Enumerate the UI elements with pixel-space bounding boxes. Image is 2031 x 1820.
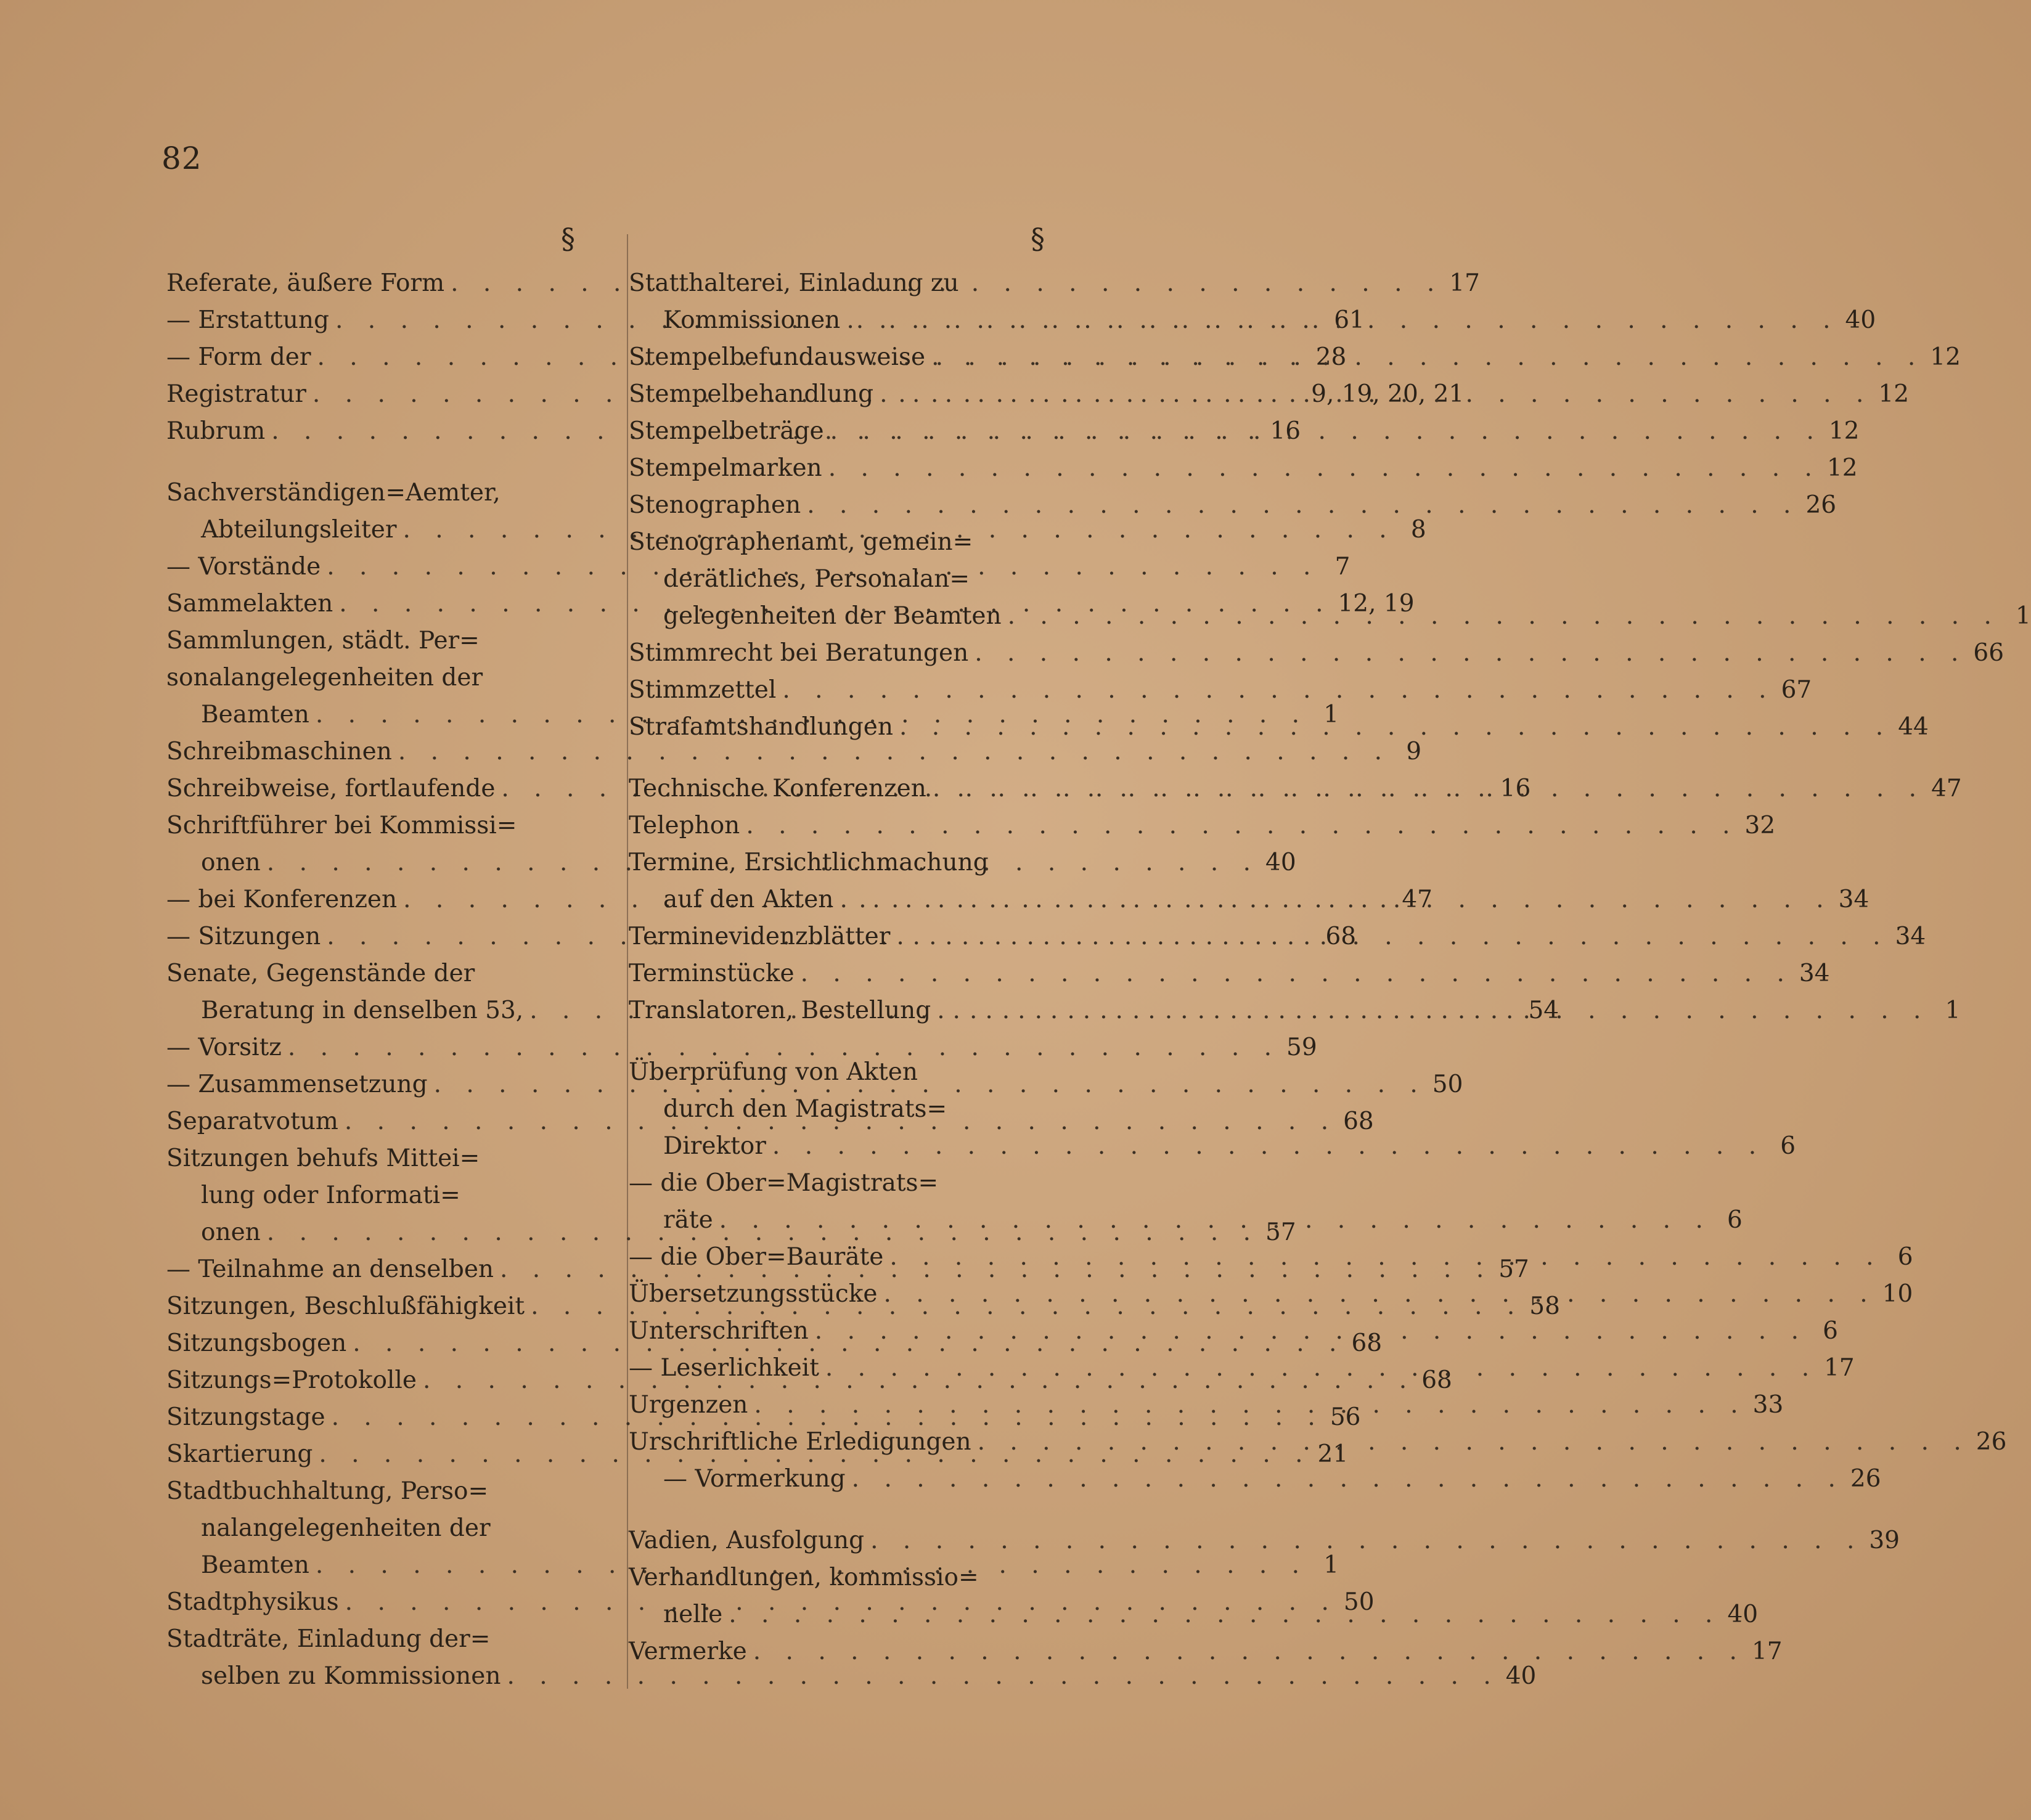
index-entry-page: 57 (1498, 1255, 1529, 1283)
index-entry-text: auf den Akten (663, 886, 834, 913)
index-entry-page: 68 (1351, 1329, 1383, 1357)
dot-leader (883, 1276, 1876, 1313)
index-entry-page: 58 (1529, 1292, 1560, 1320)
index-entry (166, 1473, 592, 1510)
index-entry-page: 17 (1824, 1354, 1855, 1382)
index-entry-text: Rubrum (166, 417, 266, 445)
index-entry (166, 807, 592, 844)
dot-leader (772, 1128, 1765, 1165)
dot-leader (933, 770, 1925, 807)
index-entry-text: Kommissionen (663, 306, 841, 334)
index-entry-text: Stadtphysikus (166, 1588, 339, 1616)
index-entry-page: 6 (1897, 1243, 1913, 1271)
dot-leader (801, 955, 1793, 992)
index-entry-page: 47 (1931, 775, 1962, 802)
index-entry-page: 12, 19 (1338, 590, 1415, 618)
index-entry-page: 17 (1751, 1638, 1783, 1665)
index-entry (629, 524, 1054, 561)
dot-leader (825, 1350, 1818, 1387)
index-entry-text: Beratung in denselben 53, (201, 997, 524, 1024)
index-entry-text: — die Ober=Magistrats= (629, 1169, 939, 1197)
index-entry (629, 807, 1776, 844)
index-entry-text: Sammlungen, städt. Per= (166, 627, 480, 655)
index-entry-page: 33 (1752, 1391, 1784, 1419)
index-entry (629, 672, 1812, 709)
index-entry-text: onen (201, 1218, 261, 1246)
index-entry-text: Strafamtshandlungen (629, 713, 893, 741)
index-entry-page: 40 (1845, 306, 1876, 334)
index-entry-text: Stempelbefundausweise (629, 343, 926, 371)
index-entry-text: Sitzungen behufs Mittei= (166, 1145, 480, 1172)
index-entry-page: 57 (1265, 1218, 1296, 1246)
index-entry-text: Stimmzettel (629, 676, 777, 704)
index-entry-text: onen (201, 849, 261, 876)
dot-leader (719, 1202, 1712, 1239)
index-entry-text: — Leserlichkeit (629, 1354, 819, 1382)
index-entry-text: Schriftführer bei Kommissi= (166, 812, 517, 839)
index-entry-text: Unterschriften (629, 1317, 809, 1345)
index-entry-text: durch den Magistrats= (663, 1095, 947, 1123)
index-entry (166, 733, 1422, 770)
dot-leader (870, 1522, 1863, 1559)
index-entry-text: — Form der (166, 343, 311, 371)
index-entry-page: 59 (1286, 1034, 1317, 1061)
index-entry-text: Abteilungsleiter (201, 516, 397, 544)
index-entry-text: Termine, Ersichtlichmachung (629, 849, 989, 876)
index-entry-text: derätliches, Personalan= (663, 565, 970, 593)
index-entry-text: Stadträte, Einladung der= (166, 1625, 491, 1653)
dot-leader (753, 1633, 1746, 1670)
index-entry-text: Stenographen (629, 491, 801, 519)
right-column-section-symbol: § (1031, 222, 1045, 255)
index-entry-text: Translatoren, Bestellung (629, 997, 931, 1024)
index-entry-text: Stempelbeträge (629, 417, 824, 445)
index-entry-page: 21 (1317, 1440, 1349, 1468)
index-entry (629, 709, 1929, 746)
index-entry-text: — Sitzungen (166, 923, 321, 950)
index-entry (166, 1621, 592, 1658)
index-entry-page: 68 (1343, 1108, 1374, 1135)
index-entry-text: Urschriftliche Erledigungen (629, 1428, 971, 1456)
index-entry-page: 1 (2016, 602, 2031, 630)
section-gap (629, 746, 1054, 770)
index-entry-page: 6 (1780, 1132, 1796, 1160)
index-entry-page: 40 (1727, 1601, 1759, 1628)
dot-leader (754, 1387, 1746, 1424)
index-entry-page: 9, 19, 20, 21 (1311, 380, 1465, 408)
index-entry-page: 12 (1828, 417, 1860, 445)
index-entry-page: 12 (1826, 454, 1858, 482)
index-entry (629, 265, 1054, 302)
dot-leader (807, 487, 1799, 524)
index-entry (629, 1522, 1900, 1559)
index-entry-page: 7 (1334, 553, 1351, 581)
section-gap (629, 1498, 1054, 1522)
index-entry-page: 47 (1402, 886, 1432, 913)
index-entry (629, 1461, 1881, 1498)
dot-leader (937, 992, 1929, 1029)
index-entry-text: Sammelakten (166, 590, 333, 618)
dot-leader (931, 339, 1924, 376)
dot-leader (899, 709, 1892, 746)
index-entry-text: Sitzungs=Protokolle (166, 1366, 417, 1394)
dot-leader (746, 807, 1738, 844)
section-gap (166, 450, 592, 475)
index-entry-text: Direktor (663, 1132, 766, 1160)
dot-leader (978, 1424, 1970, 1461)
index-entry-page: 34 (1838, 886, 1870, 913)
index-entry-page: 54 (1528, 997, 1559, 1024)
index-entry (629, 635, 2004, 672)
index-entry-page: 39 (1869, 1527, 1900, 1554)
index-entry-page: 16 (1270, 417, 1301, 445)
index-entry-text: — Vormerkung (663, 1465, 846, 1493)
dot-leader (828, 450, 1821, 487)
index-entry-page: 50 (1343, 1588, 1375, 1616)
dot-leader (815, 1313, 1807, 1350)
index-entry-text: Urgenzen (629, 1391, 748, 1419)
index-entry-text: Stenographenamt, gemein= (629, 528, 973, 556)
index-entry-text: Beamten (201, 1551, 309, 1579)
index-entry (629, 1054, 1054, 1091)
index-entry-text: Terminstücke (629, 960, 795, 987)
index-entry-page: 50 (1432, 1071, 1463, 1098)
index-entry-page: 12 (1878, 380, 1910, 408)
dot-leader (880, 376, 1872, 413)
index-entry-page: 34 (1895, 923, 1926, 950)
page-number: 82 (161, 141, 202, 176)
index-entry-page: 8 (1410, 516, 1426, 544)
index-entry-text: — Erstattung (166, 306, 329, 334)
index-entry-page: 44 (1898, 713, 1929, 741)
index-entry-text: Schreibmaschinen (166, 738, 392, 765)
index-entry-text: Vadien, Ausfolgung (629, 1527, 865, 1554)
dot-leader (729, 1596, 1721, 1633)
index-entry-page: 9 (1406, 738, 1422, 765)
index-entry-page: 61 (1334, 306, 1365, 334)
index-entry-text: Sachverständigen=Aemter, (166, 479, 501, 507)
index-entry-text: lung oder Informati= (201, 1181, 460, 1209)
index-entry-text: Vermerke (629, 1638, 747, 1665)
index-entry-text: räte (663, 1206, 713, 1234)
index-entry-page: 10 (1882, 1280, 1913, 1308)
index-entry-text: — die Ober=Bauräte (629, 1243, 884, 1271)
index-entry-page: 1 (1323, 701, 1339, 728)
index-entry-text: Statthalterei, Einladung zu (629, 269, 959, 297)
index-entry-text: Schreibweise, fortlaufende (166, 775, 496, 802)
index-entry-page: 32 (1744, 812, 1776, 839)
index-entry-text: Referate, äußere Form (166, 269, 445, 297)
index-entry-text: Separatvotum (166, 1108, 338, 1135)
index-entry (629, 1091, 1054, 1128)
index-entry-text: gelegenheiten der Beamten (663, 602, 1002, 630)
index-entry-page: 1 (1945, 997, 1961, 1024)
index-entry-text: Sitzungsbogen (166, 1329, 347, 1357)
index-entry-text: Terminevidenzblätter (629, 923, 891, 950)
index-entry-page: 56 (1330, 1403, 1361, 1431)
index-entry-text: nelle (663, 1601, 723, 1628)
index-entry-page: 40 (1505, 1662, 1537, 1690)
index-entry (629, 487, 1837, 524)
index-entry-text: selben zu Kommissionen (201, 1662, 501, 1690)
dot-leader (852, 1461, 1844, 1498)
index-entry-text: Sitzungstage (166, 1403, 325, 1431)
dot-leader (896, 918, 1889, 955)
index-entry-page: 26 (1850, 1465, 1881, 1493)
dot-leader (846, 302, 1839, 339)
index-entry-text: Stempelmarken (629, 454, 822, 482)
index-entry-page: 67 (1781, 676, 1812, 704)
index-entry-page: 17 (1449, 269, 1480, 297)
index-entry (166, 1140, 592, 1177)
index-entry (166, 1658, 1537, 1695)
index-entry (629, 1633, 1783, 1670)
index-entry (629, 450, 1858, 487)
dot-leader (830, 413, 1823, 450)
dot-leader (1008, 598, 2000, 635)
index-entry (166, 475, 592, 512)
index-entry-text: nalangelegenheiten der (201, 1514, 491, 1542)
left-column-section-symbol: § (561, 222, 575, 255)
dot-leader (782, 672, 1775, 709)
index-entry-text: — Teilnahme an denselben (166, 1255, 494, 1283)
index-entry-text: — bei Konferenzen (166, 886, 398, 913)
dot-leader (840, 881, 1832, 918)
index-entry (629, 561, 1054, 598)
index-entry-text: Telephon (629, 812, 740, 839)
index-entry-text: Stimmrecht bei Beratungen (629, 639, 969, 667)
index-entry (629, 1559, 1054, 1596)
index-entry-page: 26 (1805, 491, 1837, 519)
index-entry-text: Überprüfung von Akten (629, 1058, 918, 1086)
index-entry (629, 955, 1830, 992)
dot-leader (889, 1239, 1882, 1276)
index-entry-page: 68 (1421, 1366, 1452, 1394)
index-entry (166, 1029, 1317, 1066)
index-entry (166, 659, 592, 696)
index-entry-page: 68 (1325, 923, 1357, 950)
dot-leader (975, 635, 1967, 672)
index-entry-text: sonalangelegenheiten der (166, 664, 483, 692)
index-entry-text: Senate, Gegenstände der (166, 960, 475, 987)
index-entry-text: — Vorsitz (166, 1034, 282, 1061)
index-entry-page: 6 (1823, 1317, 1838, 1345)
index-entry-page: 66 (1973, 639, 2004, 667)
section-gap (629, 1029, 1054, 1054)
index-entry-page: 28 (1315, 343, 1347, 371)
index-entry-page: 12 (1930, 343, 1961, 371)
index-entry (629, 1165, 1054, 1202)
index-entry-text: Verhandlungen, kommissio= (629, 1564, 979, 1591)
index-entry-page: 1 (1323, 1551, 1339, 1579)
index-entry-page: 40 (1265, 849, 1296, 876)
index-entry (166, 1177, 592, 1214)
index-entry (629, 1128, 1796, 1165)
index-entry-text: Stadtbuchhaltung, Perso= (166, 1477, 489, 1505)
index-entry (629, 844, 1054, 881)
index-entry-text: — Vorstände (166, 553, 321, 581)
index-entry-page: 16 (1500, 775, 1531, 802)
index-entry-page: 6 (1727, 1206, 1743, 1234)
index-entry-text: Skartierung (166, 1440, 313, 1468)
index-entry-text: Technische Konferenzen (629, 775, 926, 802)
index-entry-text: Sitzungen, Beschlußfähigkeit (166, 1292, 525, 1320)
index-entry (166, 955, 592, 992)
index-entry-text: Registratur (166, 380, 306, 408)
index-entry (166, 622, 592, 659)
index-entry-page: 26 (1976, 1428, 2007, 1456)
index-entry-text: — Zusammensetzung (166, 1071, 428, 1098)
index-entry-text: Beamten (201, 701, 309, 728)
index-entry (166, 1510, 592, 1547)
index-entry-text: Übersetzungsstücke (629, 1280, 878, 1308)
index-entry-page: 34 (1799, 960, 1830, 987)
index-entry-text: Stempelbehandlung (629, 380, 874, 408)
